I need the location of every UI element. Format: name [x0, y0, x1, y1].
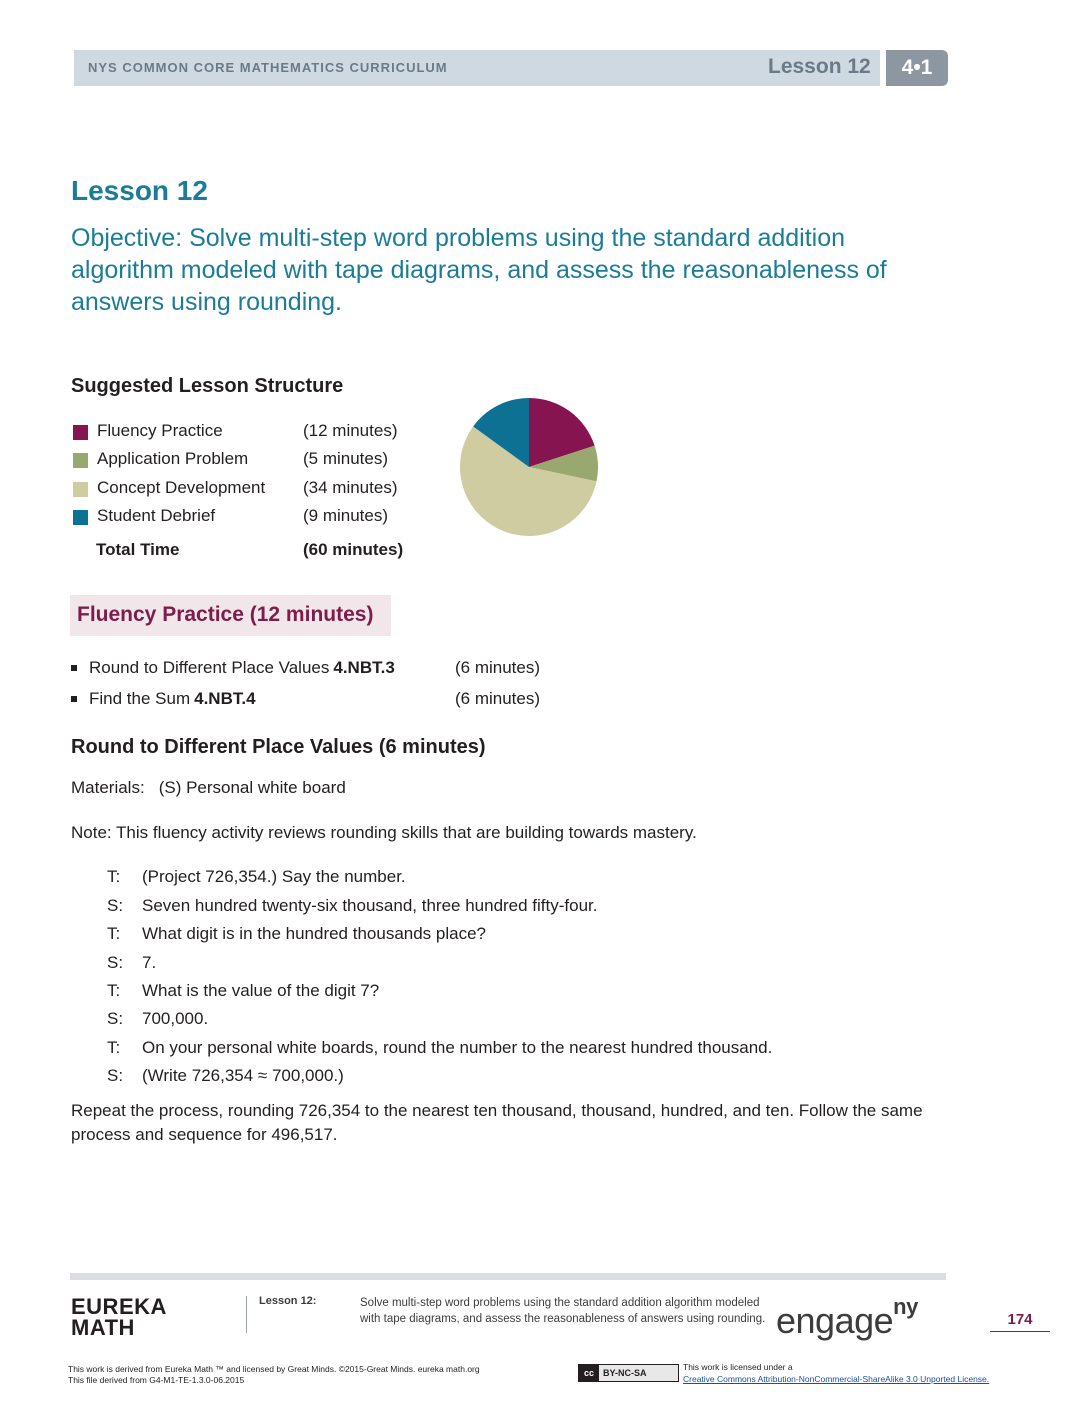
footer-credit — [68, 1364, 480, 1386]
dialogue-text: 7. — [142, 953, 157, 972]
legend-swatch — [73, 425, 88, 440]
header-lesson: Lesson 12 — [768, 55, 871, 78]
materials-text: (S) Personal white board — [158, 778, 346, 797]
dialogue-speaker: S: — [107, 953, 124, 972]
fluency-item-text: Round to Different Place Values — [89, 658, 330, 677]
engage-text: engage — [776, 1300, 894, 1341]
legend-swatch — [73, 453, 88, 468]
fluency-item-minutes: (6 minutes) — [455, 689, 541, 708]
dialogue-speaker: T: — [107, 867, 121, 886]
dialogue-text: On your personal white boards, round the number to the nearest hundred thousand. — [142, 1038, 773, 1057]
logo-line-1: EUREKA — [71, 1294, 167, 1319]
dialogue-text: (Project 726,354.) Say the number. — [142, 867, 406, 886]
dialogue-text: Seven hundred twenty-six thousand, three hundred fifty-four. — [142, 896, 598, 915]
dialogue-speaker: T: — [107, 1038, 121, 1057]
engageny-logo — [776, 1294, 918, 1342]
activity-note: Note: This fluency activity reviews rounding skills that are building towards mastery. — [71, 823, 697, 842]
cc-badge-text: BY-NC-SA — [603, 1368, 647, 1378]
fluency-item-standard: 4.NBT.4 — [194, 689, 256, 708]
materials-label: Materials: — [71, 778, 145, 797]
legend-swatch — [73, 510, 88, 525]
fluency-item-standard: 4.NBT.3 — [333, 658, 395, 677]
license-link[interactable]: Creative Commons Attribution-NonCommercial-ShareAlike 3.0 Unported License. — [683, 1374, 990, 1384]
fluency-heading: Fluency Practice (12 minutes) — [77, 603, 374, 626]
page-number-underline — [990, 1331, 1050, 1332]
structure-heading: Suggested Lesson Structure — [71, 375, 344, 397]
dialogue-text: 700,000. — [142, 1009, 209, 1028]
eureka-math-logo — [71, 1296, 167, 1338]
structure-label: Student Debrief — [97, 506, 216, 525]
dialogue-speaker: T: — [107, 981, 121, 1000]
bullet-icon — [71, 665, 77, 671]
dialogue-speaker: S: — [107, 896, 124, 915]
engage-sup: ny — [893, 1294, 918, 1319]
footer-divider — [246, 1296, 247, 1333]
total-label: Total Time — [96, 540, 180, 559]
license-line-1: This work is licensed under a — [683, 1362, 793, 1372]
lesson-objective: Objective: Solve multi-step word problems using the standard addition algorithm modeled with tape diagrams, and assess the reasonableness of answers using rounding. — [71, 224, 887, 316]
structure-minutes: (5 minutes) — [303, 449, 389, 468]
total-minutes: (60 minutes) — [303, 540, 404, 559]
fluency-item-text: Find the Sum — [89, 689, 191, 708]
cc-license-badge[interactable] — [578, 1364, 679, 1382]
lesson-title: Lesson 12 — [71, 175, 208, 206]
logo-line-2: MATH — [71, 1315, 135, 1340]
curriculum-title: NYS COMMON CORE MATHEMATICS CURRICULUM — [88, 60, 448, 75]
bullet-icon — [71, 696, 77, 702]
dialogue-text: (Write 726,354 ≈ 700,000.) — [142, 1066, 344, 1085]
dialogue-text: What digit is in the hundred thousands place? — [142, 924, 487, 943]
structure-minutes: (9 minutes) — [303, 506, 389, 525]
materials-line — [71, 778, 346, 798]
structure-label: Fluency Practice — [97, 421, 223, 440]
page-number: 174 — [1007, 1311, 1033, 1328]
structure-label: Application Problem — [97, 449, 249, 468]
repeat-instructions: Repeat the process, rounding 726,354 to the nearest ten thousand, thousand, hundred, and ten. Follow the same process and sequence for 496,517. — [71, 1101, 923, 1144]
credit-line-1: This work is derived from Eureka Math ™ and licensed by Great Minds. ©2015-Great Minds. eureka math.org — [68, 1364, 480, 1374]
structure-label: Concept Development — [97, 478, 266, 497]
module-badge: 4•1 — [886, 50, 948, 86]
activity-heading: Round to Different Place Values (6 minutes) — [71, 736, 486, 758]
structure-minutes: (12 minutes) — [303, 421, 398, 440]
structure-minutes: (34 minutes) — [303, 478, 398, 497]
dialogue-speaker: S: — [107, 1066, 124, 1085]
license-text — [683, 1361, 989, 1385]
dialogue-speaker: T: — [107, 924, 121, 943]
footer-description: Solve multi-step word problems using the standard addition algorithm modeled with tape diagrams, and assess the reasonableness of answers using rounding. — [360, 1297, 766, 1325]
dialogue-text: What is the value of the digit 7? — [142, 981, 380, 1000]
lesson-structure-pie-chart — [458, 396, 600, 538]
footer-rule — [70, 1273, 946, 1280]
footer-lesson-label: Lesson 12: — [259, 1295, 317, 1307]
cc-icon: cc — [579, 1365, 599, 1381]
credit-line-2: This file derived from G4-M1-TE-1.3.0-06.2015 — [68, 1375, 245, 1385]
fluency-item-minutes: (6 minutes) — [455, 658, 541, 677]
legend-swatch — [73, 482, 88, 497]
dialogue-speaker: S: — [107, 1009, 124, 1028]
